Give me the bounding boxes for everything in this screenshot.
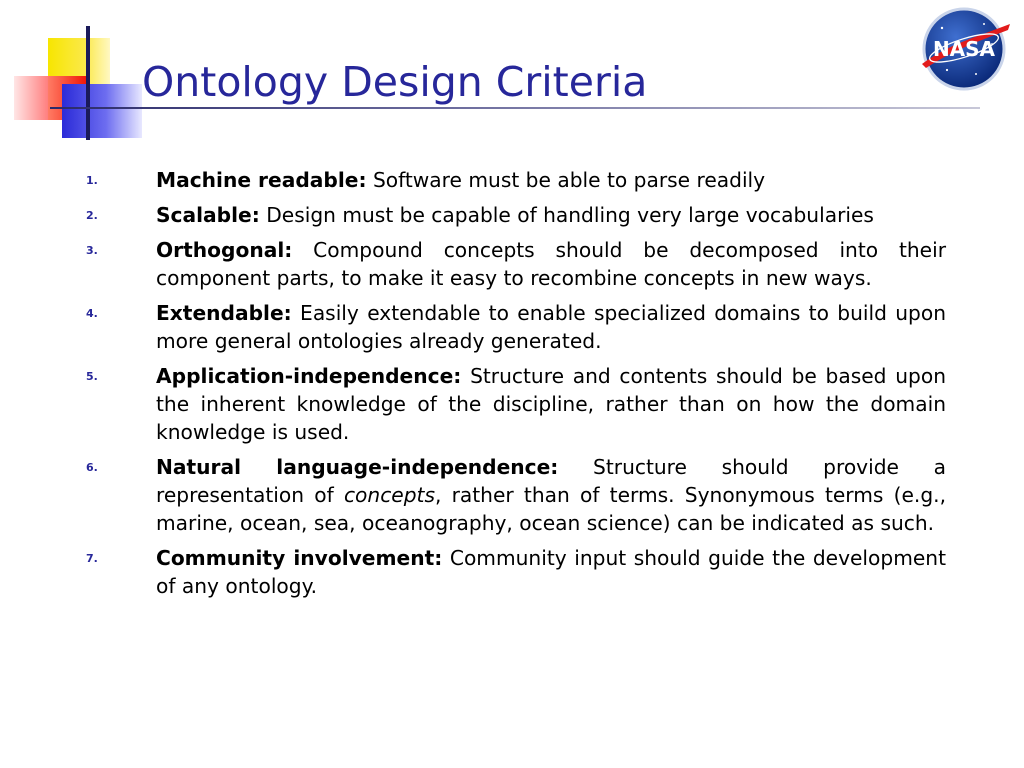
- list-item: [84, 362, 946, 446]
- decorative-blue-bar: [62, 84, 142, 138]
- page-title: Ontology Design Criteria: [142, 58, 648, 106]
- decorative-vertical-line: [86, 26, 90, 140]
- item-number: 4.: [86, 307, 98, 320]
- list-item: [84, 201, 946, 229]
- title-underline: [50, 107, 980, 109]
- item-term: Machine readable:: [156, 168, 367, 192]
- nasa-logo: [914, 4, 1014, 94]
- item-number: 5.: [86, 370, 98, 383]
- item-text: , rather than of terms. Synonymous terms (e.g., marine, ocean, sea, oceanography, ocean science) can be indicated as such.: [156, 483, 946, 535]
- item-number: 2.: [86, 209, 98, 222]
- item-text: Easily extendable to enable specialized domains to build upon more general ontologies already generated.: [156, 301, 946, 353]
- item-term: Natural language-independence:: [156, 455, 559, 479]
- item-term: Community involvement:: [156, 546, 443, 570]
- item-term: Scalable:: [156, 203, 260, 227]
- item-term: Application-independence:: [156, 364, 462, 388]
- item-text: Design must be capable of handling very large vocabularies: [259, 203, 874, 227]
- item-number: 3.: [86, 244, 98, 257]
- item-text: Compound concepts should be decomposed into their component parts, to make it easy to recombine concepts in new ways.: [156, 238, 946, 290]
- item-term: Extendable:: [156, 301, 292, 325]
- item-number: 7.: [86, 552, 98, 565]
- list-item: [84, 166, 946, 194]
- item-number: 1.: [86, 174, 98, 187]
- item-number: 6.: [86, 461, 98, 474]
- svg-text:NASA: NASA: [932, 37, 996, 61]
- criteria-list: [84, 166, 946, 607]
- list-item: [84, 236, 946, 292]
- list-item: [84, 453, 946, 537]
- item-text: Software must be able to parse readily: [366, 168, 766, 192]
- list-item: [84, 299, 946, 355]
- list-item: [84, 544, 946, 600]
- item-text-italic: concepts: [343, 483, 435, 507]
- item-text: Community input should guide the development of any ontology.: [156, 546, 947, 598]
- item-text: Structure should provide a representation of: [156, 455, 947, 507]
- item-text: Structure and contents should be based upon the inherent knowledge of the discipline, rather than on how the domain knowledge is used.: [156, 364, 946, 444]
- item-term: Orthogonal:: [156, 238, 293, 262]
